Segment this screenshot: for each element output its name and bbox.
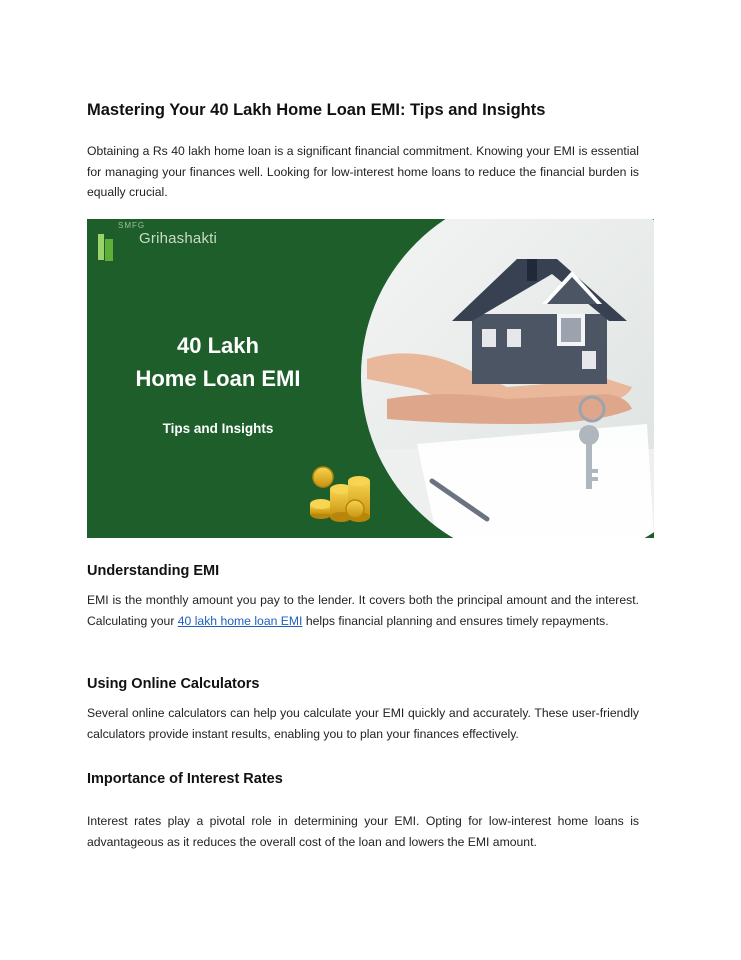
section-paragraph-interest-rates: Interest rates play a pivotal role in determining your EMI. Opting for low-interest home loans is advantageous as it reduces the overall cost of the loan and lowers the EMI amount.: [87, 814, 639, 849]
banner-headline: [87, 329, 349, 395]
banner-headline-line1: 40 Lakh: [177, 333, 259, 358]
section-paragraph-understanding-emi: [87, 590, 639, 631]
banner-headline-line2: Home Loan EMI: [135, 366, 301, 391]
emi-calculator-link[interactable]: 40 lakh home loan EMI: [177, 613, 303, 628]
brand-name: Grihashakti: [139, 230, 218, 247]
banner-subline: Tips and Insights: [162, 421, 274, 436]
brand-prefix: SMFG: [118, 221, 146, 230]
section-heading-online-calculators: Using Online Calculators: [87, 676, 260, 692]
paragraph-text: EMI is the monthly amount you pay to the lender. It covers both the principal amount and the interest. Calculating your: [87, 593, 639, 628]
coins-icon: [310, 467, 370, 522]
hero-banner-image: [87, 219, 654, 538]
section-heading-understanding-emi: Understanding EMI: [87, 563, 220, 579]
brand-logo: [109, 230, 217, 247]
page-title: Mastering Your 40 Lakh Home Loan EMI: Tips and Insights: [87, 101, 546, 119]
intro-paragraph: Obtaining a Rs 40 lakh home loan is a significant financial commitment. Knowing your EMI is essential for managing your finances well. Looking for low-interest home loans to reduce the financial burden is equally crucial.: [87, 144, 639, 199]
paragraph-text: helps financial planning and ensures timely repayments.: [302, 613, 609, 628]
section-paragraph-online-calculators: Several online calculators can help you calculate your EMI quickly and accurately. These user-friendly calculators provide instant results, enabling you to plan your finances effectively.: [87, 706, 639, 741]
section-heading-interest-rates: Importance of Interest Rates: [87, 771, 283, 787]
